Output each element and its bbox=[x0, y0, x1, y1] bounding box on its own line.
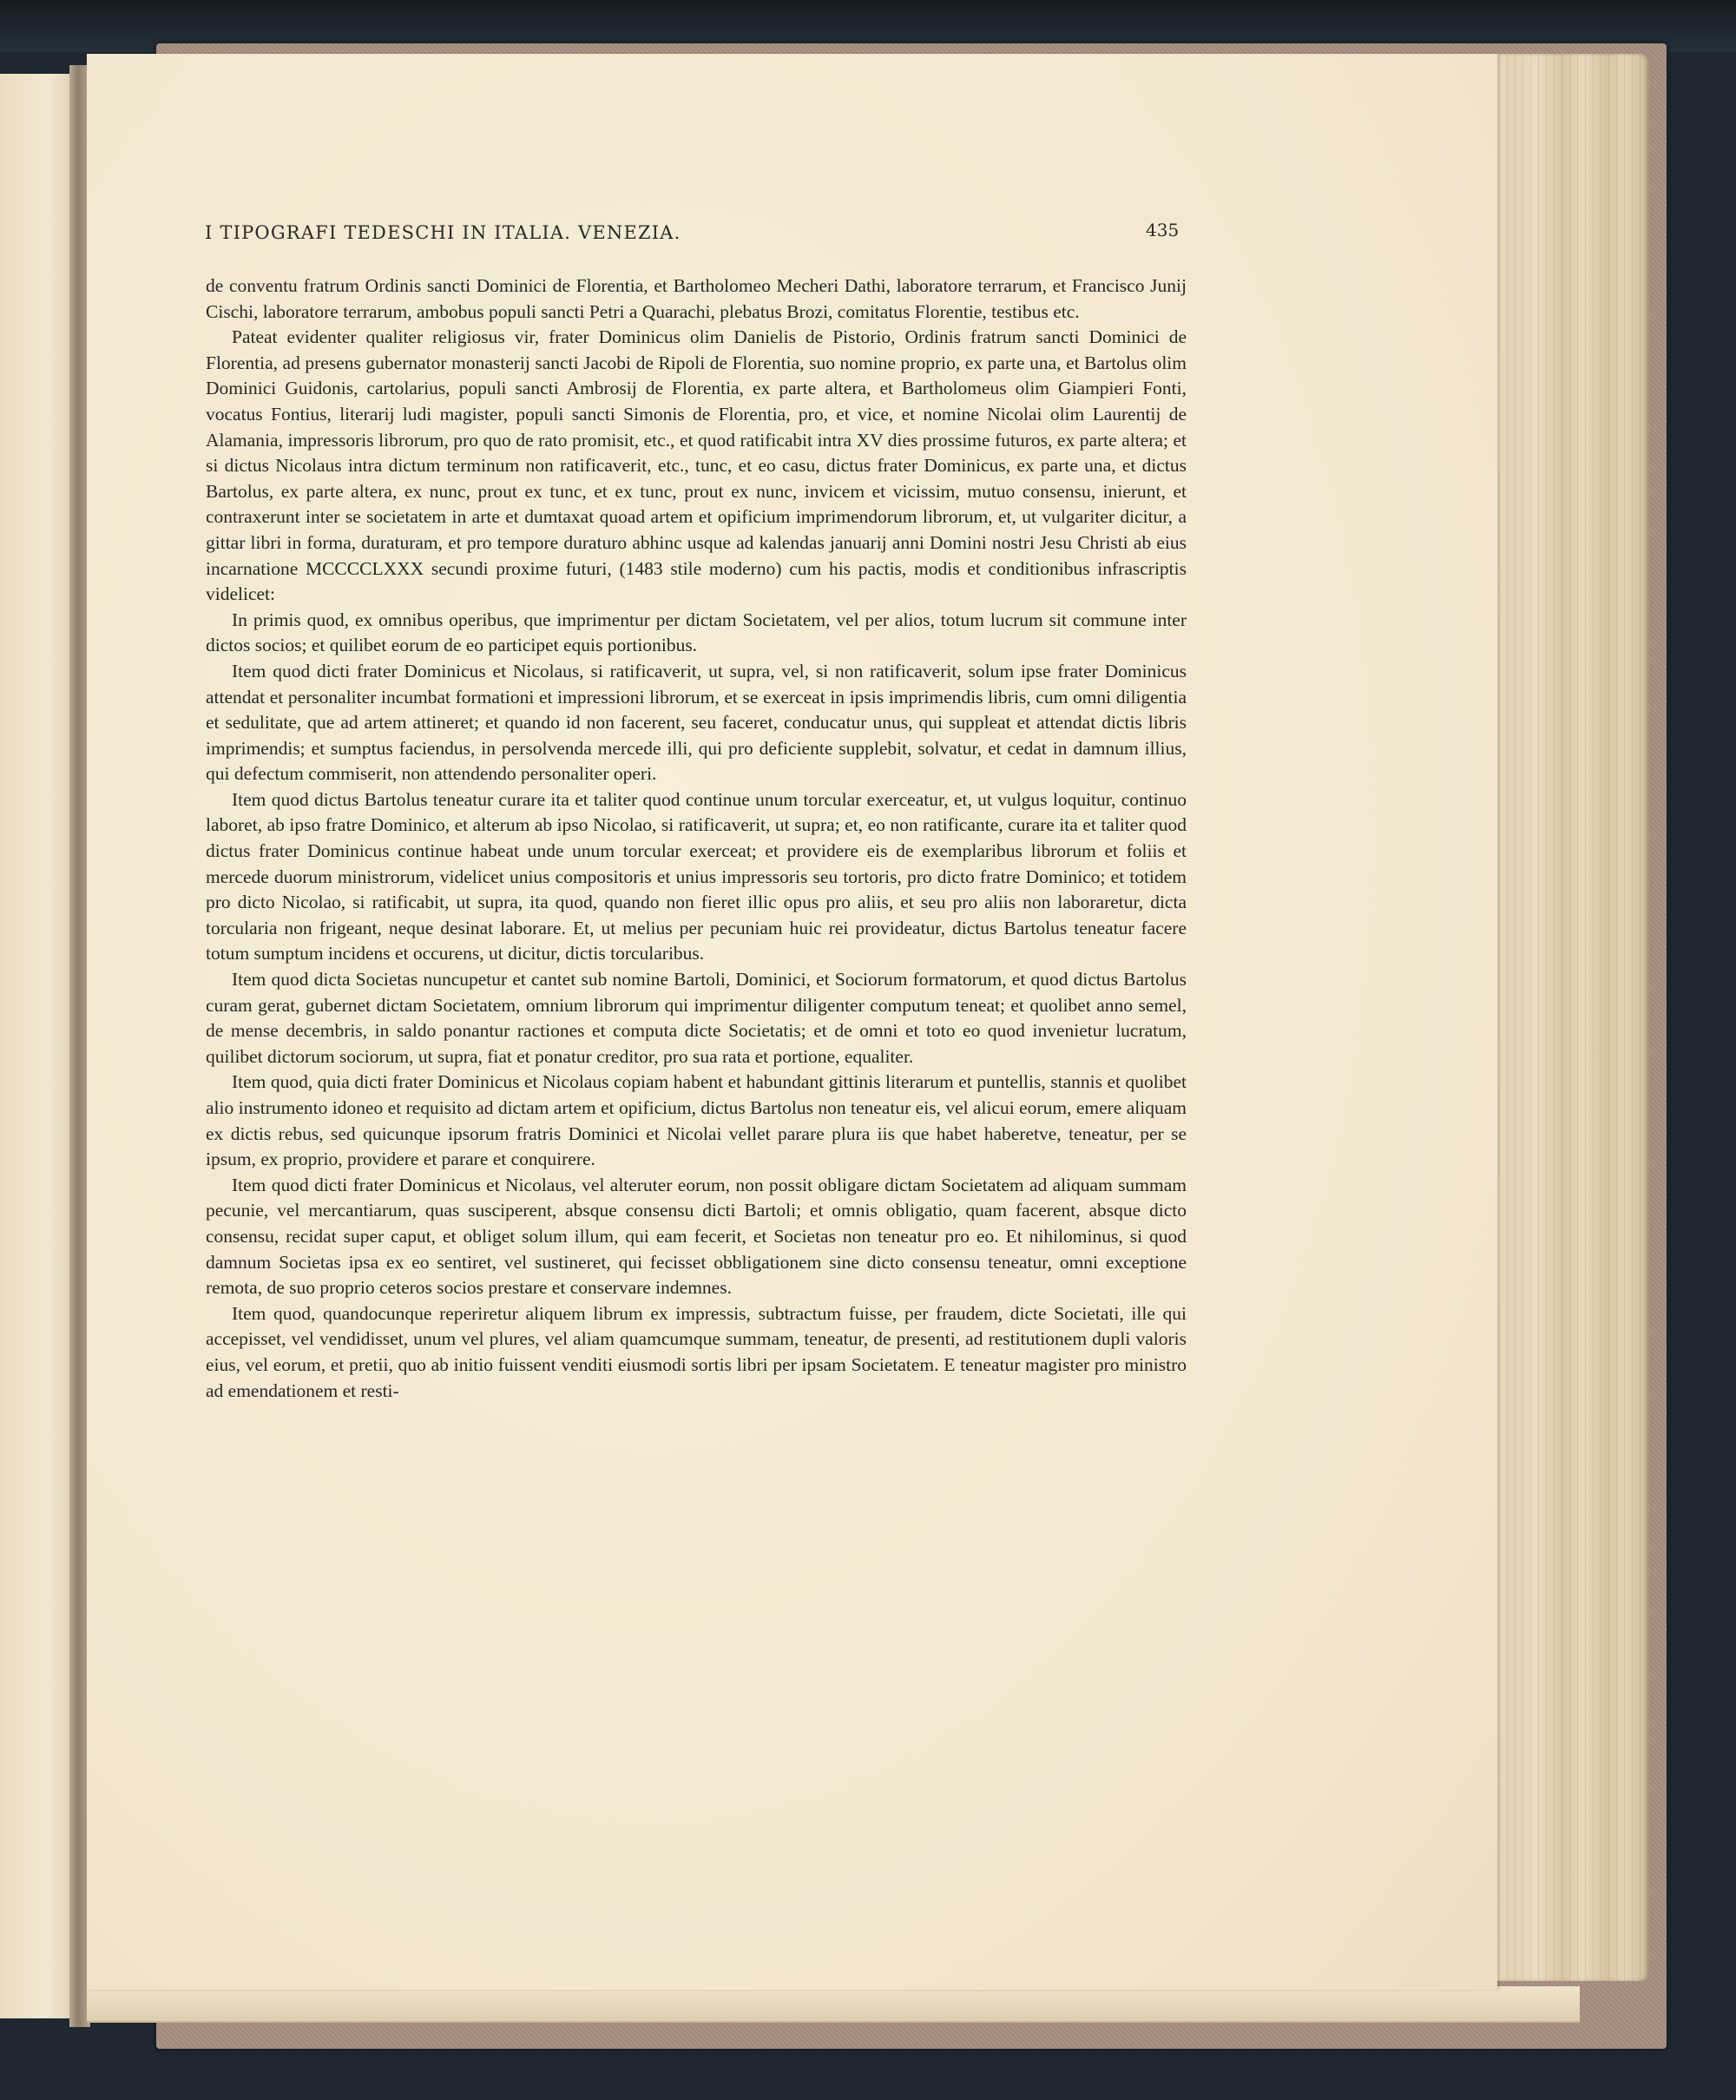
paragraph: In primis quod, ex omnibus operibus, que imprimentur per dictam Societatem, vel per alios, totum lucrum sit commune inter dictos socios; et quilibet eorum de eo participet equis portionibus. bbox=[206, 609, 1187, 656]
paragraph: Item quod dicta Societas nuncupetur et cantet sub nomine Bartoli, Dominici, et Sociorum formatorum, et quod dictus Bartolus curam gerat, gubernet dictam Societatem, omnium librorum qui imprimentur diligenter computum teneat; et quolibet anno semel, de mense decembris, in saldo ponantur ractiones et computa dicte Societatis; et de omni et toto eo quod invenietur lucratum, quilibet dictorum sociorum, ut supra, fiat et ponatur creditor, pro sua rata et portione, equaliter. bbox=[206, 969, 1187, 1067]
paragraph: Item quod, quia dicti frater Dominicus et Nicolaus copiam habent et habundant gittinis literarum et puntellis, stannis et quolibet alio instrumento idoneo et requisito ad dictam artem et opificium, dictus Bartolus non teneatur eis, vel alicui eorum, emere aliquam ex dictis rebus, sed quicunque ipsorum fratris Dominici et Nicolai vellet parare plura iis que habet haberetve, teneatur, per se ipsum, ex proprio, providere et parare et conquirere. bbox=[206, 1071, 1187, 1170]
page-edges bbox=[1476, 54, 1649, 1981]
left-page-edge bbox=[0, 74, 78, 2018]
paragraph: Item quod, quandocunque reperiretur aliquem librum ex impressis, subtractum fuisse, per fraudem, dicte Societati, ille qui accepisset, vel vendidisset, unum vel plures, vel aliam quamcumque summam, teneatur, de presenti, ad restitutionem dupli valoris eius, vel eorum, et pretii, quo ab initio fuissent venditi eiusmodi sortis libri per ipsam Societatem. E teneatur magister pro ministro ad emendationem et resti- bbox=[206, 1302, 1187, 1401]
paragraph: de conventu fratrum Ordinis sancti Dominici de Florentia, et Bartholomeo Mecheri Dathi, laboratore terrarum, et Francisco Junij Cischi, laboratore terrarum, ambobus populi sancti Petri a Quarachi, plebatus Brozi, comitatus Florentie, testibus etc. bbox=[206, 275, 1187, 322]
paragraph: Item quod dicti frater Dominicus et Nicolaus, si ratificaverit, ut supra, vel, si non ratificaverit, solum ipse frater Dominicus attendat et personaliter incumbat formationi et impressioni librorum, et se exerceat in ipsis imprimendis libris, cum omni diligentia et sedulitate, que ad artem attineret; et quando id non facerent, seu faceret, conducatur unus, qui suppleat et attendat dictis libris imprimendis; et sumptus faciendus, in persolvenda mercede illi, qui pro deficiente supplebit, solvatur, et cedat in damnum illius, qui defectum commiserit, non attendendo personaliter operi. bbox=[206, 660, 1187, 785]
paragraph: Pateat evidenter qualiter religiosus vir, frater Dominicus olim Danielis de Pistorio, Ordinis fratrum sancti Dominici de Florentia, ad presens gubernator monasterij sancti Jacobi de Ripoli de Florentia, suo nomine proprio, ex parte una, et Bartolus olim Dominici Guidonis, cartolarius, populi sancti Ambrosij de Florentia, ex parte altera, et Bartholomeus olim Giampieri Fonti, vocatus Fontius, literarij ludi magister, populi sancti Simonis de Florentia, pro, et vice, et nomine Nicolai olim Laurentij de Alamania, impressoris librorum, pro quo de rato promisit, etc., et quod ratificabit intra XV dies prossime futuros, ex parte altera; et si dictus Nicolaus intra dictum terminum non ratificaverit, etc., tunc, et eo casu, dictus frater Dominicus, ex parte una, et dictus Bartolus, ex parte altera, ex nunc, prout ex tunc, et ex tunc, prout ex nunc, invicem et vicissim, mutuo consensu, inierunt, et contraxerunt inter se societatem in arte et dumtaxat quoad artem et opificium imprimendorum librorum, et, ut vulgariter dicitur, a gittar libri in forma, duraturam, et pro tempore duraturo abhinc usque ad kalendas januarij anni Domini nostri Jesu Christi ab eius incarnatione MCCCCLXXX secundi proxime futuri, (1483 stile moderno) cum his pactis, modis et conditionibus infrascriptis videlicet: bbox=[206, 326, 1187, 605]
page-number: 435 bbox=[1146, 220, 1180, 240]
paragraph: Item quod dicti frater Dominicus et Nicolaus, vel alteruter eorum, non possit obligare dictam Societatem ad aliquam summam pecunie, vel mercantiarum, quas susciperent, absque consensu dicti Bartoli; et omnis obligatio, quam facerent, absque dicto consensu, recidat super caput, et obliget solum illum, qui eam fecerit, et Societas non teneatur pro eo. Et nihilominus, si quod damnum Societas ipsa ex eo sentiret, vel sustineret, qui fecisset obbligationem sine dicto consensu teneatur, omni exceptione remota, de suo proprio ceteros socios prestare et conservare indemnes. bbox=[206, 1174, 1187, 1299]
body-text bbox=[206, 273, 1187, 1404]
running-head: I TIPOGRAFI TEDESCHI IN ITALIA. VENEZIA. bbox=[205, 222, 681, 243]
page-bottom-edge bbox=[87, 1986, 1580, 2023]
paragraph: Item quod dictus Bartolus teneatur curare ita et taliter quod continue unum torcular exerceatur, et, ut vulgus loquitur, continuo laboret, ab ipso fratre Dominico, et alterum ab ipso Nicolao, si ratificaverit, ut supra; et, eo non ratificante, curare ita et taliter quod dictus frater Dominicus continue habeat unde unum torcular exerceat; et providere eis de exemplaribus librorum et foliis et mercede duorum ministrorum, videlicet unius compositoris et unius impressoris seu tortoris, pro dicto fratre Dominico; et totidem pro dicto Nicolao, si ratificabit, ut supra, ita quod, quando non fieret illic opus pro aliis, et seu pro aliis non laboraretur, dicta torcularia non frigeant, neque desinat laborare. Et, ut melius per pecuniam huic rei provideatur, dictus Bartolus teneatur facere totum sumptum incidens et occurens, ut dicitur, dictis torcularibus. bbox=[206, 788, 1187, 964]
